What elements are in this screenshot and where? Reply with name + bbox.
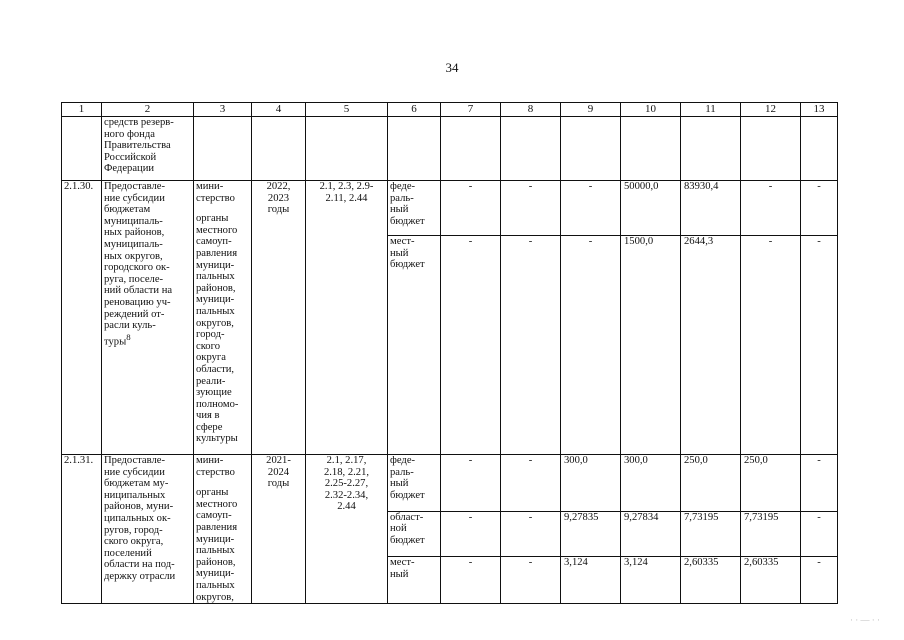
budget-source: мест- ный бюджет xyxy=(388,236,441,455)
indicator-links: 2.1, 2.3, 2.9- 2.11, 2.44 xyxy=(306,181,388,455)
years: 2021- 2024 годы xyxy=(252,455,306,604)
value-cell: - xyxy=(801,556,838,603)
value-cell: 300,0 xyxy=(621,455,681,512)
value-cell: - xyxy=(561,181,621,236)
value-cell: - xyxy=(501,236,561,455)
budget-source: област- ной бюджет xyxy=(388,511,441,556)
value-cell: - xyxy=(801,236,838,455)
value-cell: - xyxy=(501,556,561,603)
footnote-mark: 8 xyxy=(126,331,131,342)
header-cell: 8 xyxy=(501,103,561,117)
measure-name: Предоставле- ние субсидии бюджетам муниципаль- ных районов, муниципаль- ных округов, городского ок- руга, поселе- ний области на реновацию уч- реждений от- расли куль- туры$^8$ xyxy=(102,181,194,455)
value-cell: 2,60335 xyxy=(741,556,801,603)
value-cell: - xyxy=(741,236,801,455)
value-cell: - xyxy=(741,181,801,236)
value-cell: 250,0 xyxy=(681,455,741,512)
header-cell: 11 xyxy=(681,103,741,117)
budget-source: феде- раль- ный бюджет xyxy=(388,455,441,512)
header-cell: 5 xyxy=(306,103,388,117)
table-row-2-1-31-federal xyxy=(62,455,838,512)
value-cell: 3,124 xyxy=(561,556,621,603)
executor: мини- стерство органы местного самоуп- равления муници- пальных районов, муници- пальных округов, xyxy=(194,455,252,604)
header-cell: 10 xyxy=(621,103,681,117)
value-cell: 3,124 xyxy=(621,556,681,603)
table-row-continued xyxy=(62,117,838,181)
budget-source: мест- ный xyxy=(388,556,441,603)
value-cell: - xyxy=(441,236,501,455)
value-cell: 250,0 xyxy=(741,455,801,512)
value-cell: - xyxy=(501,511,561,556)
value-cell: - xyxy=(441,511,501,556)
executor: мини- стерство органы местного самоуп- равления муници- пальных районов, муници- пальных округов, город- ского округа области, реали- зующие полномо- чия в сфере культуры xyxy=(194,181,252,455)
value-cell: 1500,0 xyxy=(621,236,681,455)
scan-edge-marks: · · — · · xyxy=(850,615,880,625)
value-cell: - xyxy=(501,181,561,236)
row-number: 2.1.31. xyxy=(62,455,102,604)
header-cell: 13 xyxy=(801,103,838,117)
value-cell: 2,60335 xyxy=(681,556,741,603)
header-cell: 6 xyxy=(388,103,441,117)
value-cell: - xyxy=(441,556,501,603)
value-cell: - xyxy=(801,181,838,236)
measure-name: Предоставле- ние субсидии бюджетам му- ниципальных районов, муни- ципальных ок- ругов, город- ского округа, поселений области на под- держку отрасли xyxy=(102,455,194,604)
budget-source: феде- раль- ный бюджет xyxy=(388,181,441,236)
value-cell: - xyxy=(801,455,838,512)
value-cell: 2644,3 xyxy=(681,236,741,455)
value-cell: - xyxy=(501,455,561,512)
header-cell: 9 xyxy=(561,103,621,117)
value-cell: - xyxy=(801,511,838,556)
value-cell: 9,27834 xyxy=(621,511,681,556)
continued-source-text: средств резерв- ного фонда Правительства Российской Федерации xyxy=(102,117,194,181)
value-cell: 7,73195 xyxy=(681,511,741,556)
value-cell: - xyxy=(441,181,501,236)
row-number: 2.1.30. xyxy=(62,181,102,455)
header-cell: 12 xyxy=(741,103,801,117)
value-cell: 50000,0 xyxy=(621,181,681,236)
value-cell: 300,0 xyxy=(561,455,621,512)
value-cell: - xyxy=(561,236,621,455)
value-cell: 7,73195 xyxy=(741,511,801,556)
table-row-2-1-30-federal xyxy=(62,181,838,236)
header-cell: 2 xyxy=(102,103,194,117)
header-cell: 7 xyxy=(441,103,501,117)
years: 2022, 2023 годы xyxy=(252,181,306,455)
value-cell: 9,27835 xyxy=(561,511,621,556)
header-row xyxy=(62,103,838,117)
header-cell: 3 xyxy=(194,103,252,117)
value-cell: - xyxy=(441,455,501,512)
budget-table xyxy=(61,102,838,604)
header-cell: 4 xyxy=(252,103,306,117)
indicator-links: 2.1, 2.17, 2.18, 2.21, 2.25-2.27, 2.32-2.34, 2.44 xyxy=(306,455,388,604)
page-number: 34 xyxy=(445,60,459,75)
header-cell: 1 xyxy=(62,103,102,117)
value-cell: 83930,4 xyxy=(681,181,741,236)
